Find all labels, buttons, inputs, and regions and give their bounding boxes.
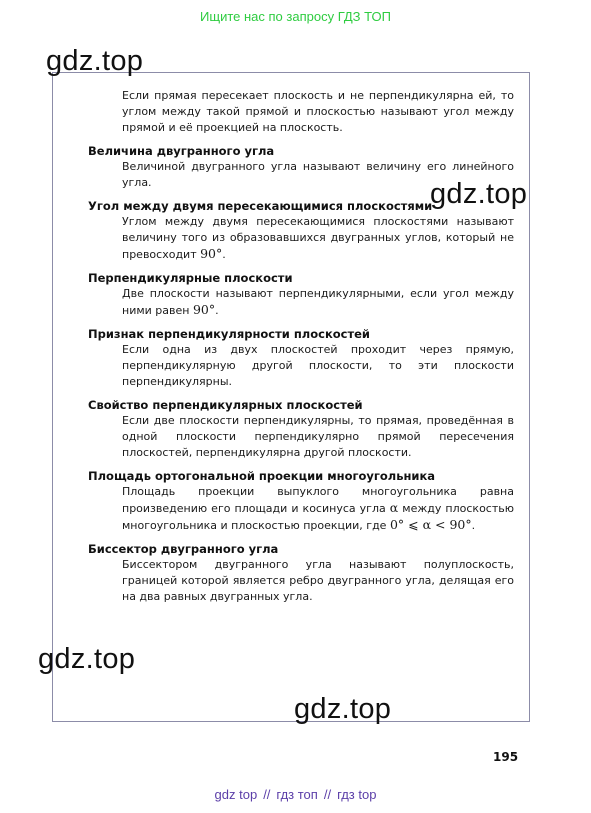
section-heading: Площадь ортогональной проекции многоугольника [88,469,436,483]
text-part: . [471,519,476,532]
text-part: . [222,248,226,261]
text-part: . [215,304,219,317]
section-perpendicularity-test [88,327,514,390]
watermark: gdz.top [294,693,392,725]
section-text [122,286,514,319]
bottom-link[interactable]: гдз top [337,787,377,802]
section-text: Биссектором двугранного угла называют полуплоскость, границей которой является ребро двугранного угла, делящая его на два равных двугранных угла. [122,558,514,603]
section-text [122,214,514,263]
section-heading: Признак перпендикулярности плоскостей [88,327,370,341]
section-dihedral-bisector [88,542,514,605]
bottom-link[interactable]: гдз топ [276,787,318,802]
watermark: gdz.top [46,45,144,77]
section-text: Если две плоскости перпендикулярны, то прямая, проведённая в одной плоскости перпендикулярно прямой пересечения плоскостей, перпендикулярна другой плоскости. [122,414,514,459]
link-separator: // [323,787,332,802]
text-part: Площадь проекции выпуклого многоугольника равна произведению его площади и косинуса угла [122,485,514,515]
section-perpendicular-property [88,398,514,461]
section-text: Величиной двугранного угла называют величину его линейного угла. [122,160,514,189]
bottom-link[interactable]: gdz top [214,787,258,802]
section-text: Если одна из двух плоскостей проходит через прямую, перпендикулярную другой плоскости, то эти плоскости перпендикулярны. [122,343,514,388]
top-search-hint-link[interactable]: Ищите нас по запросу ГДЗ ТОП [200,9,391,24]
text-part: Углом между двумя пересекающимися плоскостями называют величину того из образовавшихся двугранных углов, который не превосходит [122,215,514,261]
bottom-links [0,787,591,802]
page-content [88,88,514,613]
watermark: gdz.top [430,178,528,210]
section-text [122,484,514,534]
link-separator: // [263,787,271,802]
section-heading: Свойство перпендикулярных плоскостей [88,398,363,412]
section-orthogonal-projection-area [88,469,514,534]
text-part: Две плоскости называют перпендикулярными, если угол между ними равен [122,287,514,317]
section-heading: Величина двугранного угла [88,144,275,158]
watermark: gdz.top [38,643,136,675]
section-perpendicular-planes [88,271,514,319]
math-alpha: α [389,500,399,515]
intro-text: Если прямая пересекает плоскость и не перпендикулярна ей, то углом между такой прямой и плоскостью называют угол между прямой и её проекцией на плоскость. [122,89,514,134]
text-part: между плоскостью многоугольника и плоскостью проекции, где [122,502,514,532]
page-number: 195 [493,750,519,764]
section-heading: Перпендикулярные плоскости [88,271,293,285]
section-heading: Биссектор двугранного угла [88,542,279,556]
math-range: 0° ⩽ α < 90° [389,517,472,532]
math-expression: 90° [200,246,223,261]
math-expression: 90° [192,302,216,317]
intro-section [88,88,514,136]
section-heading: Угол между двумя пересекающимися плоскостями [88,199,433,213]
